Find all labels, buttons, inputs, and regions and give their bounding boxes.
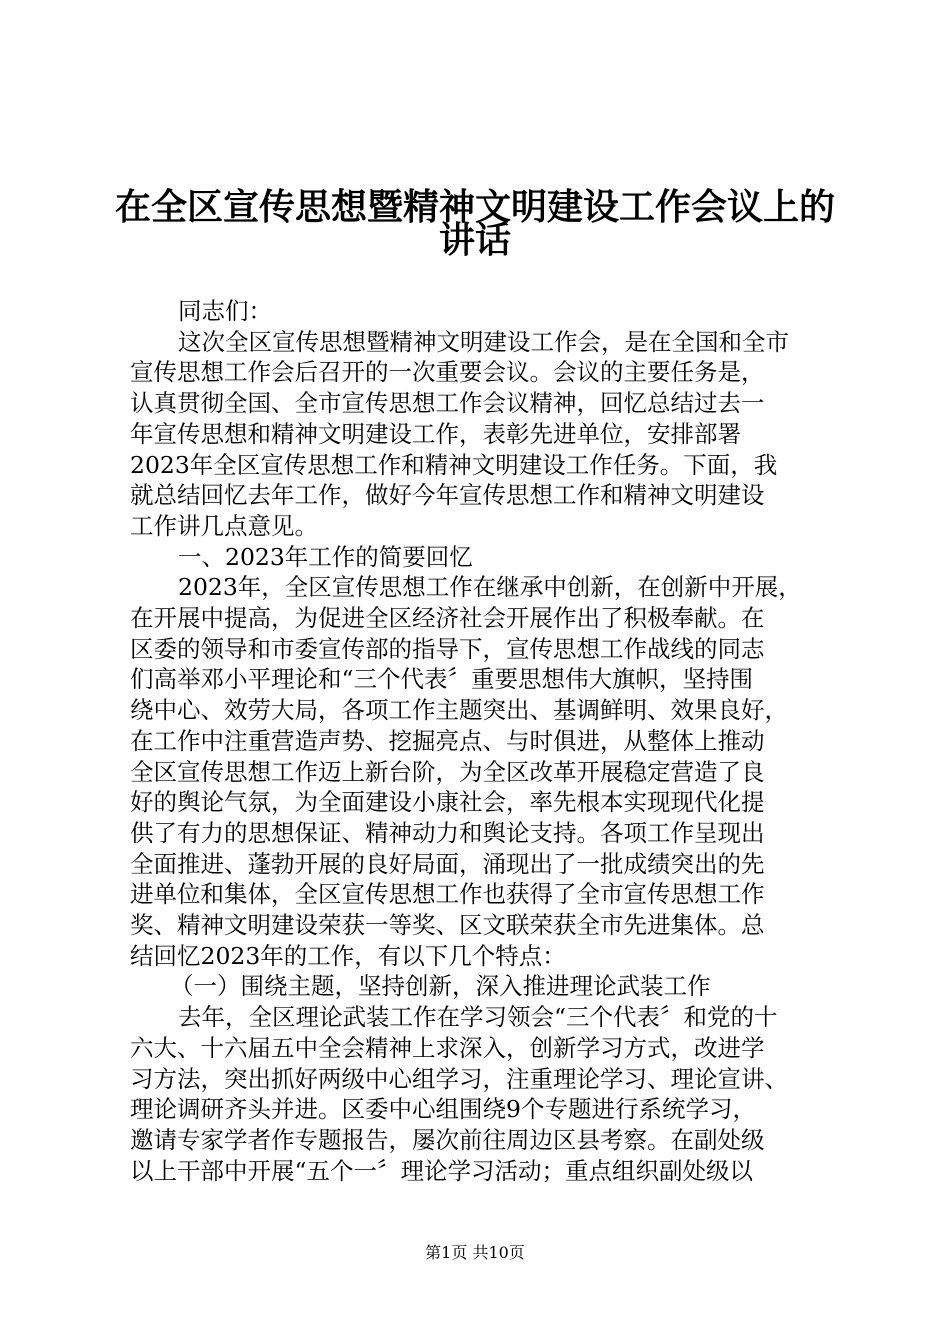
body-line: 全面推进、蓬勃开展的良好局面，涌现出了一批成绩突出的先 [130, 849, 765, 878]
body-line: 宣传思想工作会后召开的一次重要会议。会议的主要任务是， [130, 358, 765, 387]
body-line: 2023年全区宣传思想工作和精神文明建设工作任务。下面，我 [130, 450, 778, 479]
body-line: 一、2023年工作的简要回忆 [178, 542, 473, 571]
body-line: 区委的领导和市委宣传部的指导下，宣传思想工作战线的同志 [130, 634, 765, 663]
body-line: 在工作中注重营造声势、挖掘亮点、与时俱进，从整体上推动 [130, 726, 765, 755]
body-line: 结回忆2023年的工作，有以下几个特点： [130, 941, 566, 970]
body-line: 习方法，突出抓好两级中心组学习，注重理论学习、理论宣讲、 [130, 1064, 788, 1093]
body-line: 全区宣传思想工作迈上新台阶，为全区改革开展稳定营造了良 [130, 757, 765, 786]
document-title-line-1: 在全区宣传思想暨精神文明建设工作会议上的 [114, 187, 835, 228]
body-line: （一）围绕主题，坚持创新，深入推进理论武装工作 [170, 972, 711, 1001]
body-line: 理论调研齐头并进。区委中心组围绕9个专题进行系统学习， [130, 1095, 756, 1124]
body-line: 以上干部中开展“五个一〞理论学习活动；重点组织副处级以 [130, 1156, 754, 1185]
body-line: 认真贯彻全国、全市宣传思想工作会议精神，回忆总结过去一 [130, 389, 765, 418]
body-line: 六大、十六届五中全会精神上求深入，创新学习方式，改进学 [130, 1033, 765, 1062]
body-line: 奖、精神文明建设荣获一等奖、区文联荣获全市先进集体。总 [130, 911, 765, 939]
body-line: 绕中心、效劳大局，各项工作主题突出、基调鲜明、效果良好， [130, 696, 788, 725]
body-line: 好的舆论气氛，为全面建设小康社会，率先根本实现现代化提 [130, 788, 765, 817]
body-line: 们高举邓小平理论和“三个代表〞重要思想伟大旗帜，坚持围 [130, 665, 754, 694]
body-line: 工作讲几点意见。 [130, 511, 318, 540]
body-line: 这次全区宣传思想暨精神文明建设工作会，是在全国和全市 [178, 327, 789, 356]
body-line: 在开展中提高，为促进全区经济社会开展作出了积极奉献。在 [130, 604, 765, 632]
document-title-line-2: 讲话 [438, 220, 511, 261]
body-line: 2023年，全区宣传思想工作在继承中创新，在创新中开展， [178, 573, 802, 602]
body-line: 就总结回忆去年工作，做好今年宣传思想工作和精神文明建设 [130, 481, 765, 510]
page-footer: 第1页 共10页 [425, 1243, 525, 1262]
body-line: 进单位和集体，全区宣传思想工作也获得了全市宣传思想工作 [130, 880, 765, 909]
body-line: 同志们： [178, 297, 272, 325]
body-line: 年宣传思想和精神文明建设工作，表彰先进单位，安排部署 [130, 419, 741, 448]
body-line: 去年，全区理论武装工作在学习领会“三个代表〞和党的十 [178, 1003, 778, 1032]
body-line: 供了有力的思想保证、精神动力和舆论支持。各项工作呈现出 [130, 818, 765, 847]
body-line: 邀请专家学者作专题报告，屡次前往周边区县考察。在副处级 [130, 1125, 765, 1154]
